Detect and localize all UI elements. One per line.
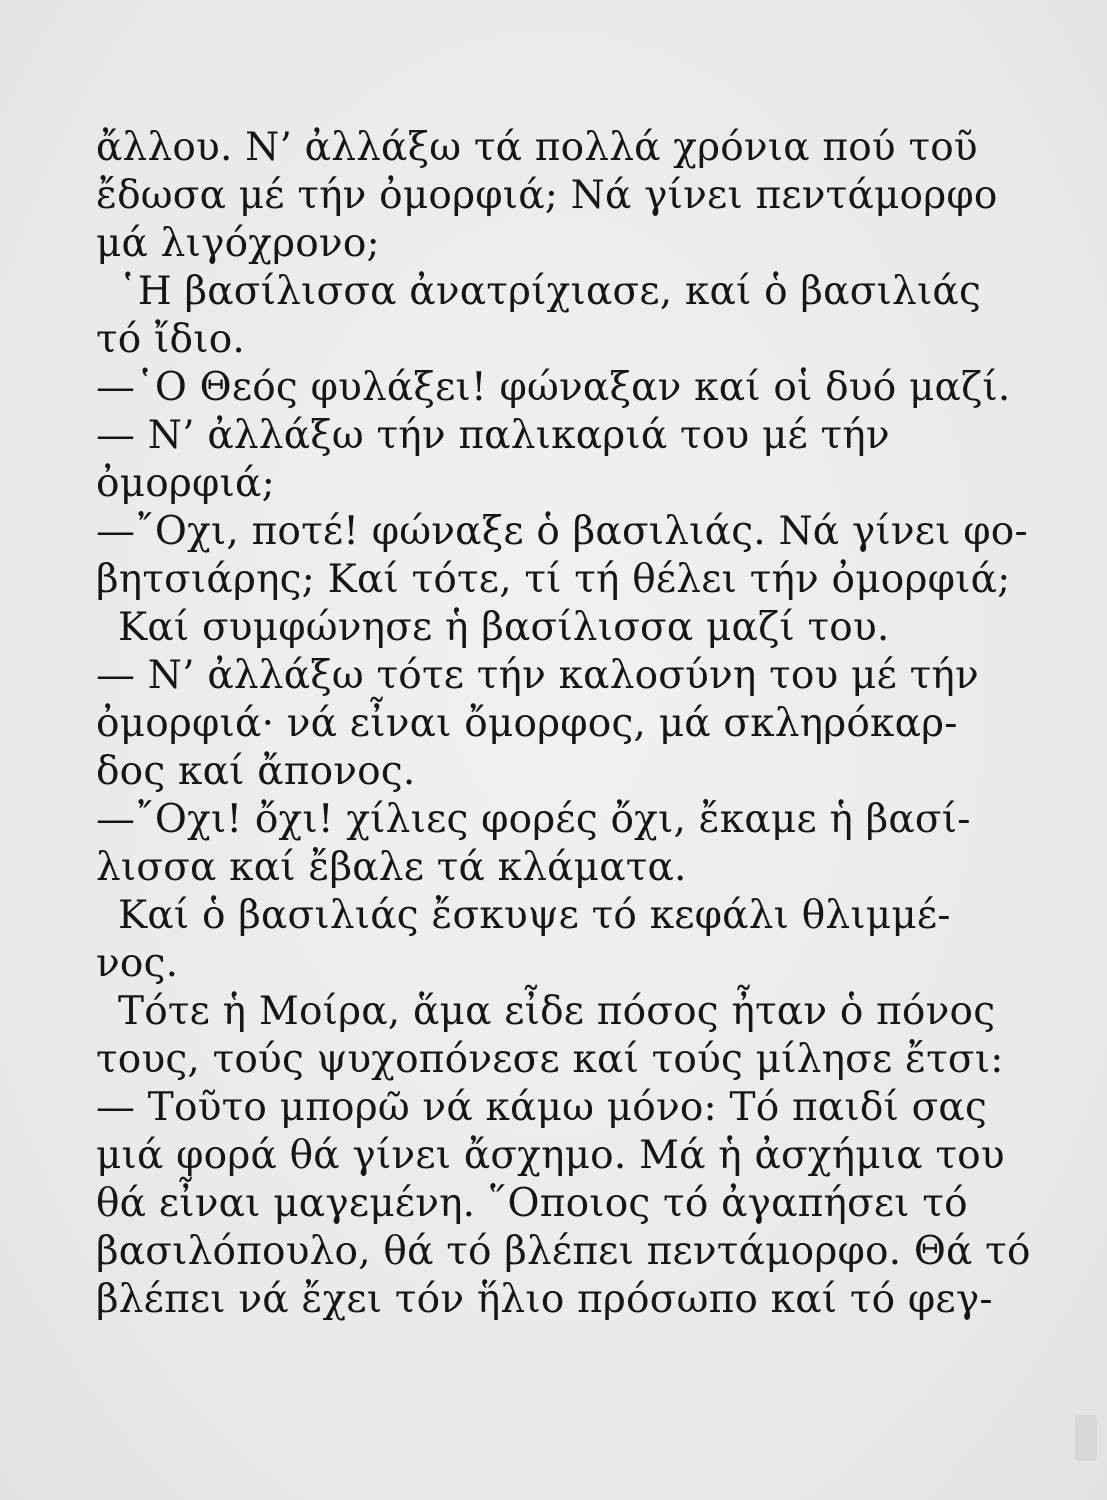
text-line: μιά φορά θά γίνει ἄσχημο. Μά ἡ ἀσχήμια του — [96, 1133, 1005, 1178]
text-line: ἄλλου. Ν’ ἀλλάξω τά πολλά χρόνια πού τοῦ — [96, 125, 978, 170]
text-line: —῾Ο Θεός φυλάξει! φώναξαν καί οἱ δυό μαζί. — [96, 365, 1011, 410]
text-line: τό ἴδιο. — [96, 317, 245, 362]
text-line: βητσιάρης; Καί τότε, τί τή θέλει τήν ὀμορφιά; — [96, 557, 1011, 602]
text-line: λισσα καί ἔβαλε τά κλάματα. — [96, 845, 687, 890]
text-line: τους, τούς ψυχοπόνεσε καί τούς μίλησε ἔτσι: — [96, 1037, 1004, 1082]
text-line: —῎Οχι! ὄχι! χίλιες φορές ὄχι, ἔκαμε ἡ βασί- — [96, 797, 971, 842]
text-line: ὀμορφιά; — [96, 461, 275, 506]
text-line: — Ν’ ἀλλάξω τότε τήν καλοσύνη του μέ τήν — [96, 653, 979, 698]
text-line: Καί ὁ βασιλιάς ἔσκυψε τό κεφάλι θλιμμέ- — [118, 893, 951, 938]
text-line: Καί συμφώνησε ἡ βασίλισσα μαζί του. — [118, 605, 890, 650]
show-through-mark — [1075, 1415, 1097, 1461]
text-line: —῎Οχι, ποτέ! φώναξε ὁ βασιλιάς. Νά γίνει φο- — [96, 509, 1028, 554]
text-line: θά εἶναι μαγεμένη. ῞Οποιος τό ἀγαπήσει τό — [96, 1181, 968, 1226]
text-line: μά λιγόχρονο; — [96, 221, 380, 266]
text-line: ὀμορφιά· νά εἶναι ὄμορφος, μά σκληρόκαρ- — [96, 701, 958, 746]
text-line: — Τοῦτο μπορῶ νά κάμω μόνο: Τό παιδί σας — [96, 1085, 988, 1130]
text-line: βλέπει νά ἔχει τόν ἥλιο πρόσωπο καί τό φεγ- — [96, 1277, 993, 1322]
text-line: νος. — [96, 941, 179, 986]
text-line: ῾Η βασίλισσα ἀνατρίχιασε, καί ὁ βασιλιάς — [118, 269, 982, 314]
text-line: — Ν’ ἀλλάξω τήν παλικαριά του μέ τήν — [96, 413, 890, 458]
text-line: Τότε ἡ Μοίρα, ἅμα εἶδε πόσος ἦταν ὁ πόνος — [118, 989, 996, 1034]
text-line: ἔδωσα μέ τήν ὀμορφιά; Νά γίνει πεντάμορφο — [96, 173, 998, 218]
text-line: βασιλόπουλο, θά τό βλέπει πεντάμορφο. Θά τό — [96, 1229, 1031, 1274]
text-line: δος καί ἄπονος. — [96, 749, 416, 794]
